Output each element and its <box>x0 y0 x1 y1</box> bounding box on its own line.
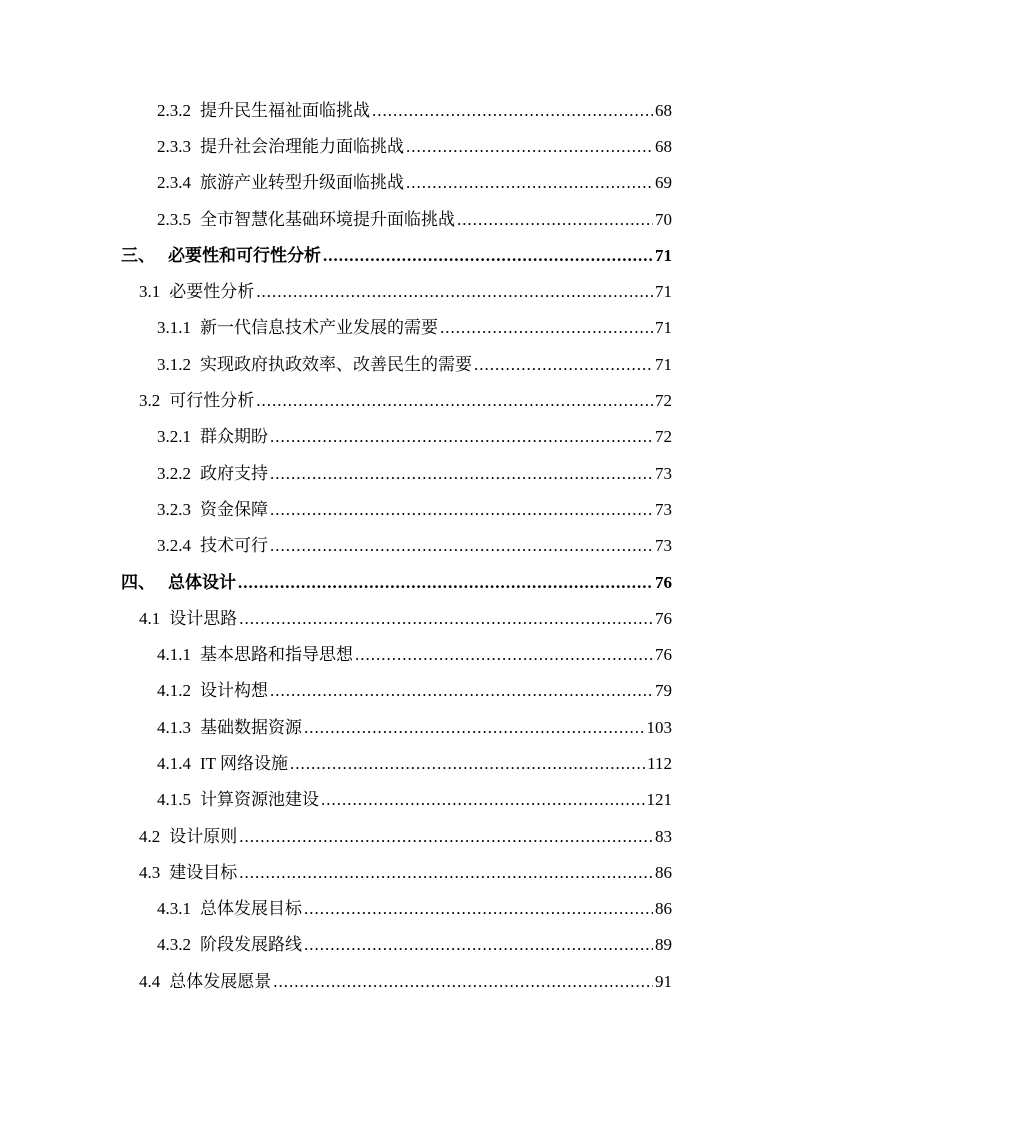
toc-page-number: 72 <box>655 391 672 411</box>
toc-chapter-entry[interactable] <box>0 562 1029 598</box>
toc-number: 3.2.2 <box>157 463 191 483</box>
toc-entry[interactable] <box>0 344 1029 380</box>
toc-page-number: 91 <box>655 971 672 991</box>
toc-entry[interactable] <box>0 126 1029 162</box>
toc-page-number: 72 <box>655 427 672 447</box>
dot-leader <box>270 681 653 701</box>
toc-section-entry[interactable] <box>0 852 1029 888</box>
toc-section-entry[interactable] <box>0 816 1029 852</box>
dot-leader <box>440 318 653 338</box>
dot-leader <box>270 500 653 520</box>
toc-page-number: 86 <box>655 899 672 919</box>
toc-page-number: 112 <box>647 753 672 773</box>
dot-leader <box>273 972 653 992</box>
toc-chapter-number: 三、 <box>121 245 155 265</box>
toc-entry[interactable] <box>0 889 1029 925</box>
toc-title: 可行性分析 <box>169 391 255 411</box>
toc-number: 4.1.3 <box>157 717 191 737</box>
toc-page-number: 86 <box>655 862 672 882</box>
toc-title: 计算资源池建设 <box>200 790 319 810</box>
toc-number: 4.1 <box>139 608 161 628</box>
toc-title: 设计思路 <box>169 608 238 628</box>
toc-title: 群众期盼 <box>200 427 268 447</box>
toc-entry[interactable] <box>0 308 1029 344</box>
toc-title: IT 网络设施 <box>200 753 288 773</box>
toc-number: 3.2 <box>139 391 161 411</box>
toc-page-number: 71 <box>655 354 672 374</box>
dot-leader <box>457 210 653 230</box>
toc-page-number: 89 <box>655 935 672 955</box>
dot-leader <box>290 754 645 774</box>
toc-entry[interactable] <box>0 743 1029 779</box>
toc-page-number: 68 <box>655 136 672 156</box>
toc-number: 4.1.5 <box>157 790 191 810</box>
dot-leader <box>239 863 653 883</box>
dot-leader <box>238 573 653 593</box>
toc-page-number: 76 <box>655 572 672 592</box>
toc-section-entry[interactable] <box>0 961 1029 997</box>
toc-page-number: 83 <box>655 826 672 846</box>
toc-entry[interactable] <box>0 707 1029 743</box>
toc-number: 2.3.2 <box>157 100 191 120</box>
toc-entry[interactable] <box>0 780 1029 816</box>
dot-leader <box>270 464 653 484</box>
toc-page-number: 71 <box>655 318 672 338</box>
toc-page-number: 76 <box>655 608 672 628</box>
toc-entry[interactable] <box>0 671 1029 707</box>
toc-title: 政府支持 <box>200 463 268 483</box>
dot-leader <box>304 935 653 955</box>
toc-title: 全市智慧化基础环境提升面临挑战 <box>200 209 455 229</box>
toc-page-number: 68 <box>655 100 672 120</box>
toc-chapter-title: 总体设计 <box>168 572 236 592</box>
dot-leader <box>406 137 653 157</box>
toc-page-number: 121 <box>646 790 672 810</box>
toc-title: 旅游产业转型升级面临挑战 <box>200 173 404 193</box>
toc-page-number: 103 <box>646 717 672 737</box>
toc-title: 设计原则 <box>169 826 238 846</box>
toc-section-entry[interactable] <box>0 598 1029 634</box>
toc-number: 3.2.3 <box>157 499 191 519</box>
toc-entry[interactable] <box>0 925 1029 961</box>
toc-number: 3.1.1 <box>157 318 191 338</box>
toc-entry[interactable] <box>0 163 1029 199</box>
toc-title: 技术可行 <box>200 536 268 556</box>
dot-leader <box>406 173 653 193</box>
toc-title: 建设目标 <box>169 862 238 882</box>
dot-leader <box>304 718 645 738</box>
toc-number: 4.1.4 <box>157 753 191 773</box>
toc-number: 4.3 <box>139 862 161 882</box>
toc-number: 2.3.3 <box>157 136 191 156</box>
dot-leader <box>270 427 653 447</box>
dot-leader <box>256 282 653 302</box>
toc-title: 总体发展目标 <box>200 899 302 919</box>
toc-entry[interactable] <box>0 634 1029 670</box>
toc-page-number: 79 <box>655 681 672 701</box>
toc-page-number: 76 <box>655 645 672 665</box>
toc-page-number: 71 <box>655 282 672 302</box>
dot-leader <box>321 790 645 810</box>
toc-page-number: 73 <box>655 463 672 483</box>
dot-leader <box>239 609 653 629</box>
toc-title: 阶段发展路线 <box>200 935 302 955</box>
toc-number: 4.1.1 <box>157 645 191 665</box>
toc-title: 基本思路和指导思想 <box>200 645 353 665</box>
toc-title: 资金保障 <box>200 499 268 519</box>
toc-title: 设计构想 <box>200 681 268 701</box>
toc-entry[interactable] <box>0 489 1029 525</box>
toc-chapter-title: 必要性和可行性分析 <box>168 245 321 265</box>
toc-page-number: 69 <box>655 173 672 193</box>
toc-page-number: 71 <box>655 245 672 265</box>
toc-title: 基础数据资源 <box>200 717 302 737</box>
toc-number: 3.1.2 <box>157 354 191 374</box>
toc-section-entry[interactable] <box>0 380 1029 416</box>
toc-number: 3.1 <box>139 282 161 302</box>
toc-title: 实现政府执政效率、改善民生的需要 <box>200 354 472 374</box>
dot-leader <box>270 536 653 556</box>
toc-number: 4.4 <box>139 971 161 991</box>
toc-entry[interactable] <box>0 453 1029 489</box>
table-of-contents <box>0 90 1029 997</box>
toc-page-number: 70 <box>655 209 672 229</box>
toc-number: 2.3.4 <box>157 173 191 193</box>
toc-section-entry[interactable] <box>0 271 1029 307</box>
dot-leader <box>323 246 653 266</box>
toc-number: 3.2.4 <box>157 536 191 556</box>
toc-chapter-number: 四、 <box>121 572 155 592</box>
toc-entry[interactable] <box>0 199 1029 235</box>
toc-entry[interactable] <box>0 90 1029 126</box>
toc-entry[interactable] <box>0 526 1029 562</box>
toc-title: 新一代信息技术产业发展的需要 <box>200 318 438 338</box>
toc-number: 4.2 <box>139 826 161 846</box>
toc-number: 4.3.1 <box>157 899 191 919</box>
dot-leader <box>474 355 653 375</box>
toc-chapter-entry[interactable] <box>0 235 1029 271</box>
toc-page-number: 73 <box>655 499 672 519</box>
toc-title: 必要性分析 <box>169 282 255 302</box>
toc-number: 4.3.2 <box>157 935 191 955</box>
toc-title: 提升民生福祉面临挑战 <box>200 100 370 120</box>
toc-title: 总体发展愿景 <box>169 971 272 991</box>
toc-entry[interactable] <box>0 417 1029 453</box>
dot-leader <box>372 101 653 121</box>
dot-leader <box>239 827 653 847</box>
toc-title: 提升社会治理能力面临挑战 <box>200 136 404 156</box>
toc-number: 3.2.1 <box>157 427 191 447</box>
toc-number: 2.3.5 <box>157 209 191 229</box>
dot-leader <box>355 645 653 665</box>
toc-page-number: 73 <box>655 536 672 556</box>
dot-leader <box>304 899 653 919</box>
dot-leader <box>256 391 653 411</box>
toc-number: 4.1.2 <box>157 681 191 701</box>
